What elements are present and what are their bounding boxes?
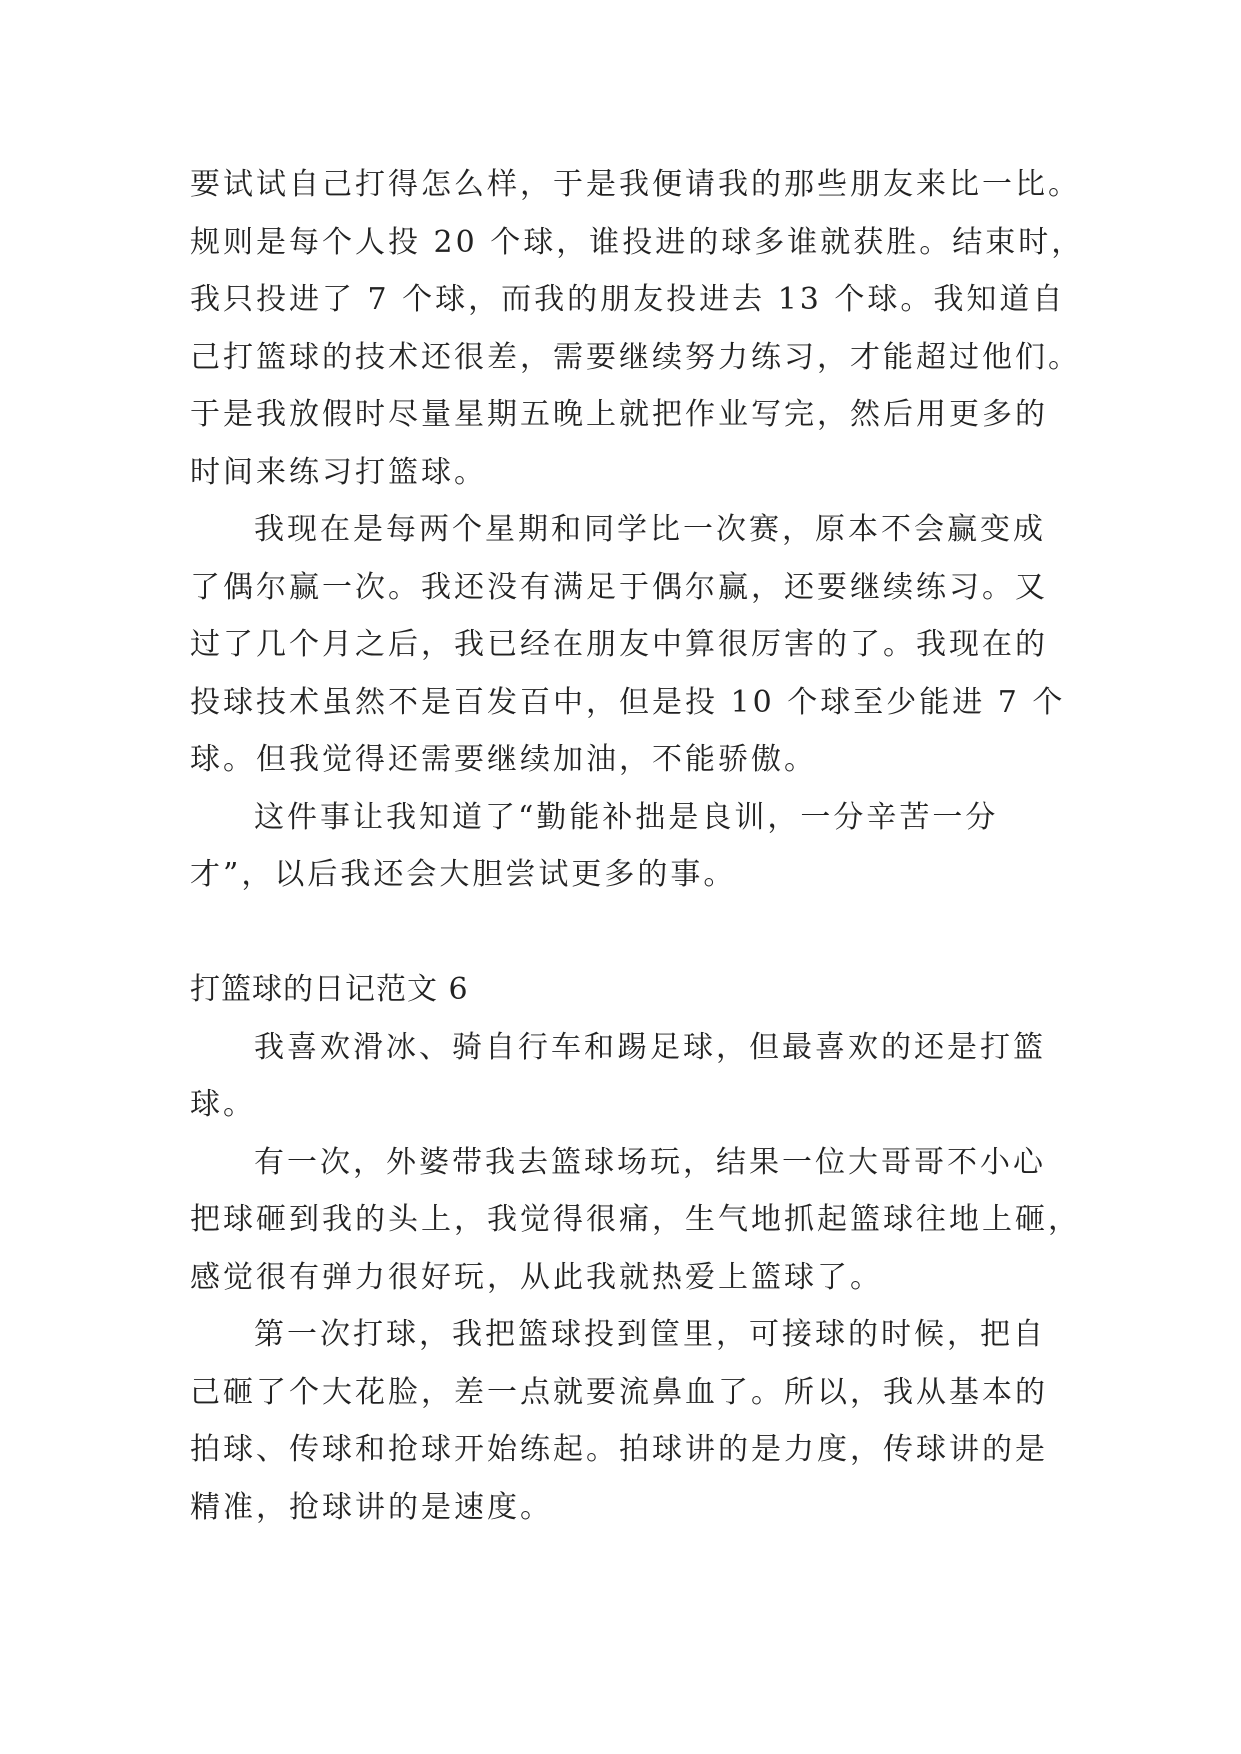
text-line: 我喜欢滑冰、骑自行车和踢足球，但最喜欢的还是打篮 [254,1029,1046,1065]
text-line: 己打篮球的技术还很差，需要继续努力练习，才能超过他们。 [190,339,1081,375]
section-heading: 打篮球的日记范文 6 [190,972,469,1007]
text-line: 过了几个月之后，我已经在朋友中算很厉害的了。我现在的 [190,627,1048,662]
paragraph [190,789,1090,904]
paragraph [190,1019,1090,1134]
text-line: 感觉很有弹力很好玩，从此我就热爱上篮球了。 [190,1259,883,1295]
text-line: 第一次打球，我把篮球投到筐里，可接球的时候，把自 [254,1317,1046,1352]
text-line: 精准，抢球讲的是速度。 [190,1489,553,1525]
text-line: 我现在是每两个星期和同学比一次赛，原本不会赢变成 [254,512,1046,547]
paragraph [190,156,1090,501]
text-line: 要试试自己打得怎么样，于是我便请我的那些朋友来比一比。 [190,167,1081,202]
text-line: 了偶尔赢一次。我还没有满足于偶尔赢，还要继续练习。又 [190,569,1048,605]
text-line: 投球技术虽然不是百发百中，但是投 10 个球至少能进 7 个 [190,684,1066,720]
text-line: 有一次，外婆带我去篮球场玩，结果一位大哥哥不小心 [254,1144,1046,1180]
text-line: 规则是每个人投 20 个球，谁投进的球多谁就获胜。结束时， [190,224,1085,260]
text-line: 己砸了个大花脸，差一点就要流鼻血了。所以，我从基本的 [190,1374,1048,1410]
paragraph [190,1134,1090,1307]
text-line: 我只投进了 7 个球，而我的朋友投进去 13 个球。我知道自 [190,282,1066,317]
document-body [190,156,1090,1536]
paragraph [190,501,1090,789]
text-line: 把球砸到我的头上，我觉得很痛，生气地抓起篮球往地上砸， [190,1202,1081,1237]
text-line: 球。 [190,1087,256,1122]
text-line: 球。但我觉得还需要继续加油，不能骄傲。 [190,742,817,777]
text-line: 才”，以后我还会大胆尝试更多的事。 [190,857,737,892]
text-line: 拍球、传球和抢球开始练起。拍球讲的是力度，传球讲的是 [190,1432,1048,1467]
paragraph [190,1306,1090,1536]
text-line: 于是我放假时尽量星期五晚上就把作业写完，然后用更多的 [190,397,1048,432]
blank-line [190,904,1090,962]
text-line: 时间来练习打篮球。 [190,454,487,490]
text-line: 这件事让我知道了“勤能补拙是良训，一分辛苦一分 [254,799,999,835]
